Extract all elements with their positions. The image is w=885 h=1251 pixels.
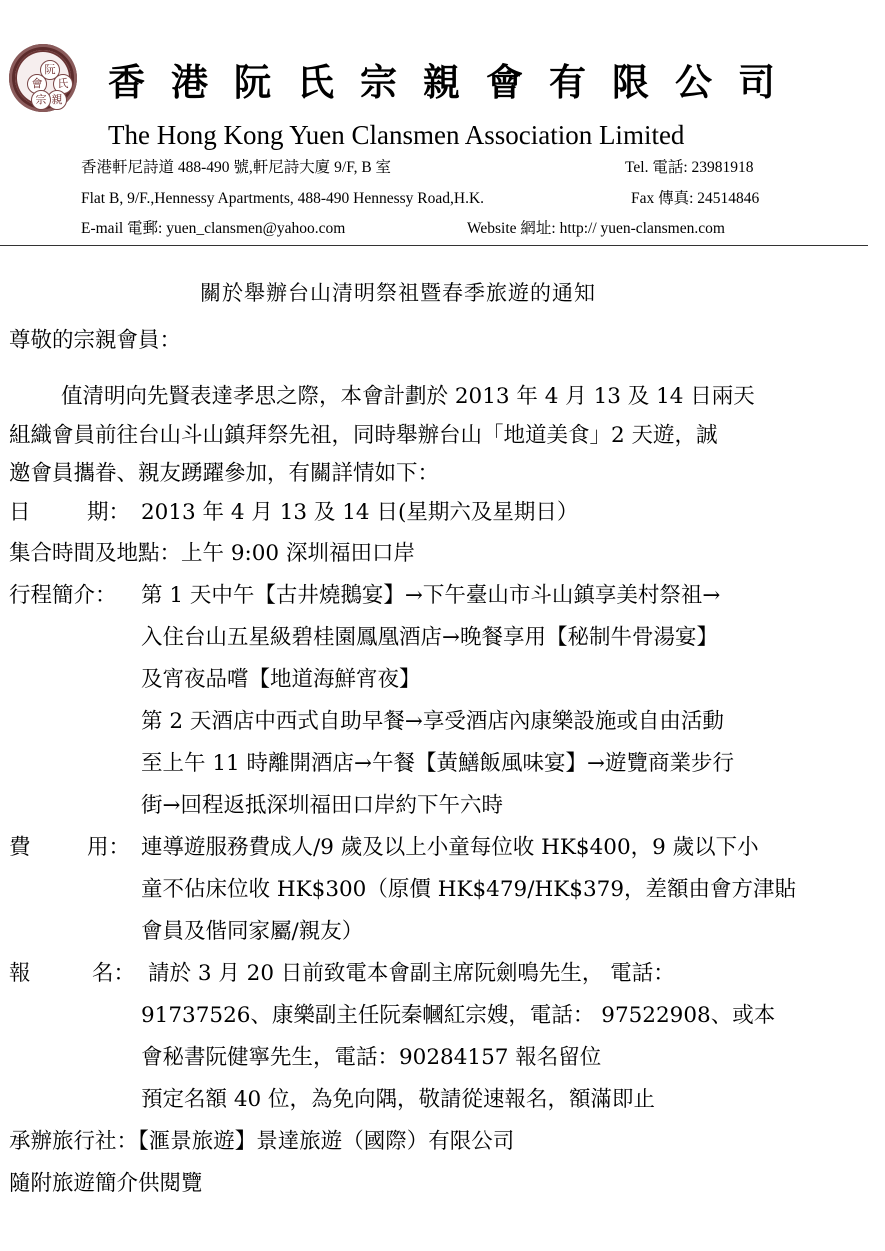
intro-line: 值清明向先賢表達孝思之際，本會計劃於 2013 年 4 月 13 及 14 日兩天: [61, 384, 755, 409]
registration-line: 91737526、康樂副主任阮秦幗紅宗嫂，電話： 97522908、或本: [141, 1003, 776, 1028]
association-name-english: The Hong Kong Yuen Clansmen Association Limited: [108, 120, 685, 150]
fee-label-b: 用：: [87, 835, 131, 860]
meeting-point: 集合時間及地點：上午 9:00 深圳福田口岸: [9, 541, 415, 566]
fee-line: 童不佔床位收 HK$300（原價 HK$479/HK$379，差額由會方津貼: [141, 877, 796, 902]
itinerary-label: 行程簡介：: [9, 583, 117, 608]
itinerary-line: 入住台山五星級碧桂園鳳凰酒店→晚餐享用【秘制牛骨湯宴】: [141, 625, 719, 650]
date-label-a: 日: [9, 500, 31, 525]
telephone: Tel. 電話: 23981918: [625, 159, 754, 176]
date-value: 2013 年 4 月 13 及 14 日(星期六及星期日）: [141, 500, 579, 525]
itinerary-line: 及宵夜品嚐【地道海鮮宵夜】: [141, 667, 421, 692]
itinerary-line: 第 2 天酒店中西式自助早餐→享受酒店內康樂設施或自由活動: [141, 709, 724, 734]
website: Website 網址: http:// yuen-clansmen.com: [467, 220, 725, 237]
address-english: Flat B, 9/F.,Hennessy Apartments, 488-490 Hennessy Road,H.K.: [81, 190, 485, 207]
travel-agency: 承辦旅行社：【滙景旅遊】景達旅遊（國際）有限公司: [9, 1129, 515, 1154]
address-chinese: 香港軒尼詩道 488-490 號,軒尼詩大廈 9/F, B 室: [81, 159, 392, 176]
header-divider: [0, 245, 868, 246]
fee-line: 連導遊服務費成人/9 歲及以上小童每位收 HK$400，9 歲以下小: [141, 835, 759, 860]
attachment-note: 隨附旅遊簡介供閱覽: [9, 1171, 203, 1196]
fax: Fax 傳真: 24514846: [631, 190, 760, 207]
notice-title: 關於舉辦台山清明祭祖暨春季旅遊的通知: [200, 281, 596, 305]
intro-line: 組織會員前往台山斗山鎮拜祭先祖，同時舉辦台山「地道美食」2 天遊，誠: [9, 423, 718, 448]
association-name-chinese: 香港阮氏宗親會有限公司: [108, 61, 801, 104]
itinerary-line: 至上午 11 時離開酒店→午餐【黃鱔飯風味宴】→遊覽商業步行: [141, 751, 735, 776]
fee-label-a: 費: [9, 835, 31, 860]
salutation: 尊敬的宗親會員：: [9, 328, 182, 353]
registration-label-b: 名：: [92, 961, 136, 986]
itinerary-line: 街→回程返抵深圳福田口岸約下午六時: [141, 793, 504, 818]
email: E-mail 電郵: yuen_clansmen@yahoo.com: [81, 220, 346, 237]
intro-line: 邀會員攜眷、親友踴躍參加，有關詳情如下：: [9, 461, 440, 486]
fee-line: 會員及偕同家屬/親友）: [141, 919, 364, 944]
date-label-b: 期：: [87, 500, 131, 525]
itinerary-line: 第 1 天中午【古井燒鵝宴】→下午臺山市斗山鎮享美村祭祖→: [141, 583, 721, 608]
registration-line: 請於 3 月 20 日前致電本會副主席阮劍鳴先生， 電話：: [148, 961, 675, 986]
association-logo: 阮 氏 會 親 宗: [9, 44, 77, 112]
registration-label-a: 報: [9, 961, 31, 986]
registration-line: 會秘書阮健寧先生，電話：90284157 報名留位: [141, 1045, 602, 1070]
registration-line: 預定名額 40 位，為免向隅，敬請從速報名，額滿即止: [141, 1087, 656, 1112]
